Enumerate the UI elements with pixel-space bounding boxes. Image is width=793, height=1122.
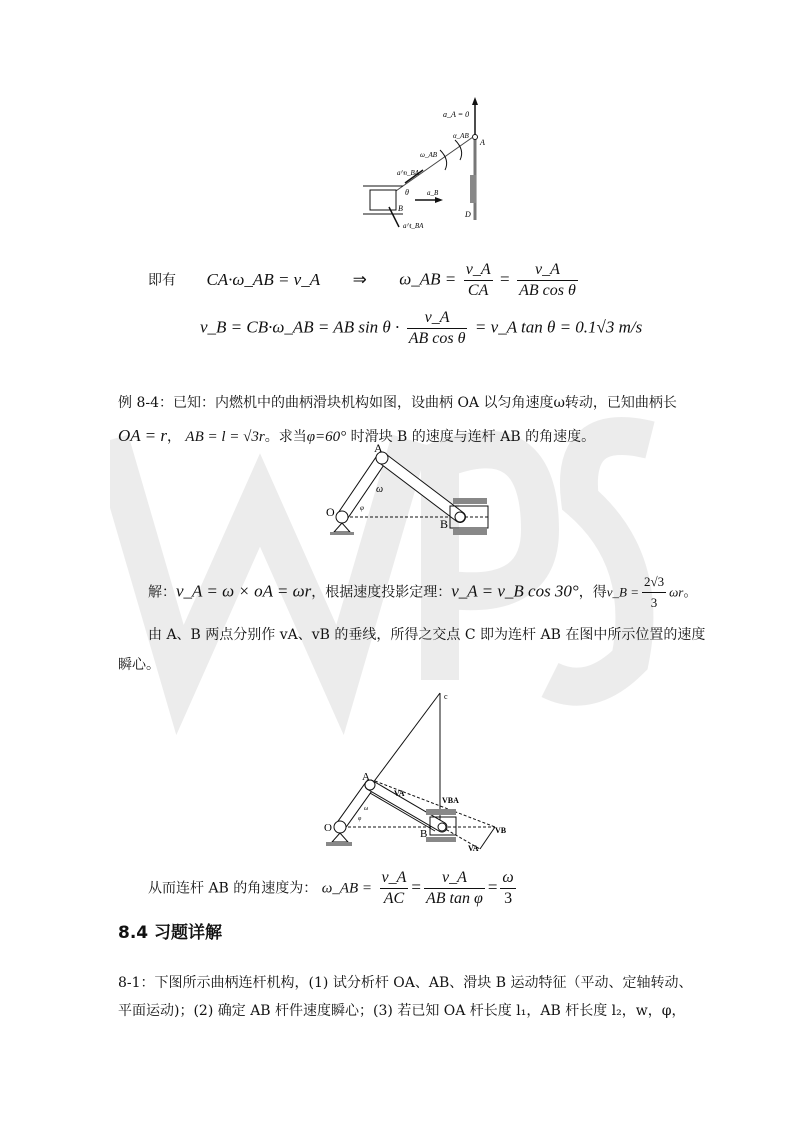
fraction [424,868,485,909]
fraction [380,868,409,909]
paragraph-line1: 由 A、B 两点分别作 vA、vB 的垂线，所得之交点 C 即为连杆 AB 在图中所示位置的速度 [148,627,706,643]
eq-omega: ω_AB = [399,269,457,289]
solution-line [148,572,697,613]
fraction [464,260,493,301]
denominator: AB cos θ [408,330,466,347]
label-vB: VB [495,826,507,835]
fraction [517,260,578,301]
equation-vb [200,308,642,349]
label-theta: θ [405,188,409,197]
section-heading: 8.4 习题详解 [118,923,223,943]
equals: = [500,269,510,289]
numerator: ω [500,868,515,889]
eq-lhs: CA·ω_AB = v_A [206,269,321,289]
equation-omega-ab [148,260,581,301]
numerator: v_A [407,308,468,329]
denominator: AB cos θ [519,282,576,299]
label-A: A [374,441,383,455]
text: 从而连杆 AB 的角速度为： [148,880,318,897]
denominator: AC [383,890,405,907]
period: 。 [683,584,698,601]
label-vBA: VBA [442,796,459,805]
omega-r: ωr [669,584,684,600]
text: ，得 [578,584,607,601]
numerator: v_A [424,868,485,889]
text: 解： [148,584,176,601]
fraction [642,572,666,613]
figure-crank-slider [320,440,500,535]
label-omegaAB: ω_AB [420,151,437,159]
label-A: A [362,771,370,783]
exercise-8-1-line2: 平面运动)；(2) 确定 AB 杆件速度瞬心；(3) 若已知 OA 杆长度 l₁，AB 杆长度 l₂，w，φ， [118,1003,686,1019]
comma: ， [166,429,181,445]
label-c: c [444,692,448,701]
ab-eq: AB = l = √3r [185,429,265,445]
text-jiyou: 即有 [148,272,176,289]
paragraph-line2: 瞬心。 [118,657,160,673]
numerator: 2√3 [642,572,666,593]
label-aA: a_A = 0 [443,110,470,119]
label-B: B [398,204,403,213]
label-B: B [440,517,449,531]
label-omega: ω [364,806,369,812]
label-aB: a_B [427,189,439,197]
va-eq: v_A = ω × oA = ωr [176,581,312,601]
eq-lhs: v_B = CB·ω_AB = AB sin θ · [200,317,400,337]
text: 。求当 [264,429,307,445]
fraction [407,308,468,349]
label-phi: φ [360,504,364,512]
numerator: v_A [464,260,493,281]
figure-slider-acceleration [355,95,495,235]
vb-eq: v_B = [606,584,639,600]
equals: = [487,877,498,897]
exercise-8-1-line1: 8-1：下图所示曲柄连杆机构，(1) 试分析杆 OA、AB、滑块 B 运动特征（平动、定轴转动、 [118,975,693,991]
label-O: O [324,822,332,834]
text: 时滑块 B 的速度与连杆 AB 的角速度。 [346,429,596,445]
label-aBAt: a^t_BA [403,222,424,230]
label-vA: VA [394,789,405,798]
label-alphaAB: α_AB [453,132,469,140]
label-O: O [326,505,335,519]
equals: = [411,877,421,897]
phi-value: φ=60° [306,429,347,445]
denominator: CA [467,282,489,299]
eq-rhs: = v_A tan θ = 0.1√3 m/s [474,317,643,337]
eq-omega: ω_AB = [321,880,373,897]
oa-eq: OA = r [118,426,167,445]
text: ，根据速度投影定理： [311,584,452,601]
label-A: A [480,138,485,147]
label-B: B [420,828,428,840]
denominator: 3 [650,595,658,610]
denominator: AB tan φ [425,890,483,907]
figure-instant-center [320,685,520,855]
fraction [500,868,515,909]
implies-arrow: ⇒ [352,269,367,289]
projection-eq: v_A = v_B cos 30° [451,581,579,601]
label-aBAn: a^n_BA [397,169,420,177]
equation-omega-ab-result [148,868,519,909]
denominator: 3 [504,890,513,907]
label-phi: φ [358,816,362,822]
numerator: v_A [517,260,578,281]
numerator: v_A [380,868,409,889]
example-8-4-line1: 例 8-4：已知：内燃机中的曲柄滑块机构如图，设曲柄 OA 以匀角速度ω转动，已知曲柄长 [118,395,677,411]
label-omega: ω [376,484,384,495]
label-vA2: VA [468,844,479,853]
label-D: D [465,210,471,219]
